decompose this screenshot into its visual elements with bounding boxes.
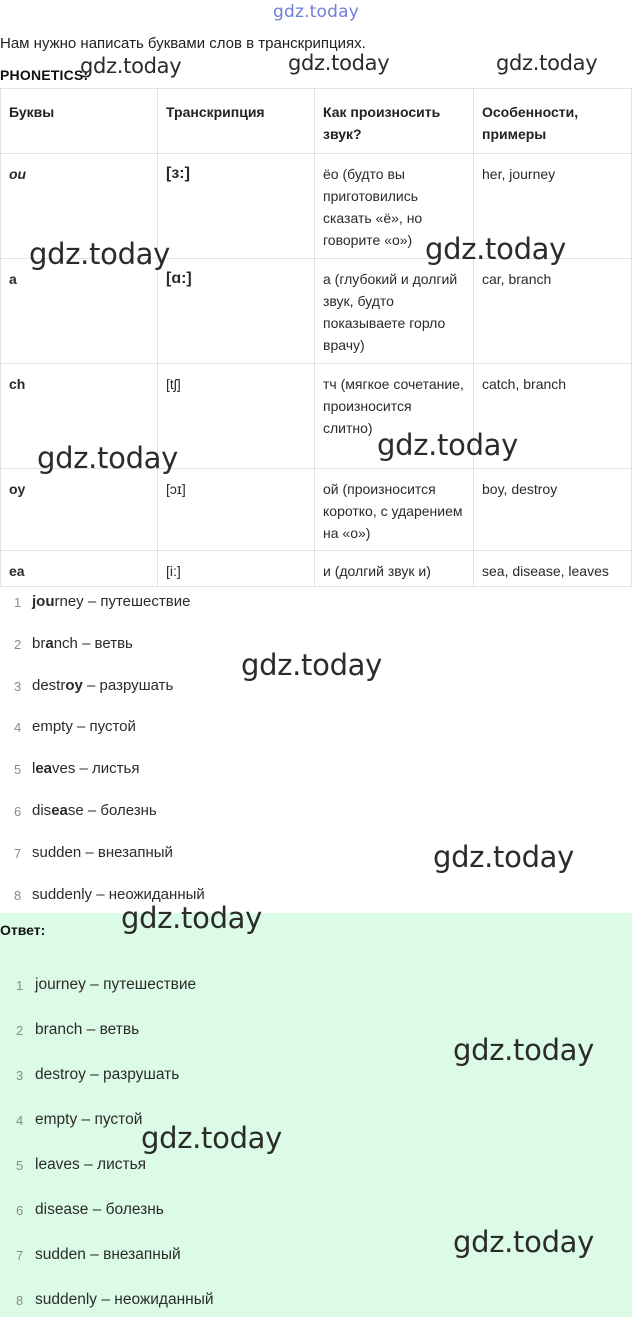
item-text: destroy – разрушать <box>35 1066 180 1083</box>
phonetics-table <box>0 88 632 587</box>
cell-pronunciation: ёо (будто вы приготовились сказать «ё», но говорите «о») <box>315 154 474 259</box>
item-text: branch – ветвь <box>35 1021 140 1038</box>
item-number: 5 <box>14 762 22 778</box>
item-number: 7 <box>16 1248 24 1263</box>
table-row <box>1 551 632 587</box>
cell-pronunciation: а (глубокий и долгий звук, будто показываете горло врачу) <box>315 259 474 364</box>
item-number: 4 <box>16 1113 24 1128</box>
answer-title: Ответ: <box>0 922 46 938</box>
item-number: 5 <box>16 1158 24 1173</box>
cell-letters: ch <box>1 364 158 469</box>
cell-letters: a <box>1 259 158 364</box>
table-header-row <box>1 89 632 154</box>
cell-transcription: [tʃ] <box>158 364 315 469</box>
cell-pronunciation: ой (произносится коротко, с ударением на «о») <box>315 469 474 551</box>
watermark: gdz.today <box>496 51 598 75</box>
header-examples: Особенности, примеры <box>474 89 632 154</box>
word-highlight: jou <box>32 593 55 610</box>
word-part: sudden – внезапный <box>32 843 173 861</box>
list-item <box>0 1201 632 1246</box>
list-item <box>0 1021 632 1066</box>
table-row <box>1 154 632 259</box>
cell-pronunciation: и (долгий звук и) <box>315 551 474 587</box>
cell-examples: catch, branch <box>474 364 632 469</box>
table-row <box>1 364 632 469</box>
watermark: gdz.today <box>37 441 179 475</box>
item-number: 2 <box>14 636 22 652</box>
cell-letters: ea <box>1 551 158 587</box>
item-number: 3 <box>16 1068 24 1083</box>
item-number: 3 <box>14 678 22 694</box>
list-item <box>0 677 632 719</box>
list-item <box>0 844 632 886</box>
table-row <box>1 259 632 364</box>
item-text: sudden – внезапный <box>35 1246 181 1263</box>
answer-list <box>0 976 632 1317</box>
cell-transcription: [i:] <box>158 551 315 587</box>
word-highlight: ea <box>51 801 68 819</box>
word-list <box>0 593 632 927</box>
list-item <box>0 760 632 802</box>
item-number: 1 <box>16 978 24 993</box>
intro-text: Нам нужно написать буквами слов в транскрипциях. <box>0 35 366 52</box>
word-rest: rney – путешествие <box>54 593 191 610</box>
header-transcription: Транскрипция <box>158 89 315 154</box>
watermark: gdz.today <box>121 901 263 935</box>
cell-transcription: [ɔɪ] <box>158 469 315 551</box>
cell-letters: ou <box>1 154 158 259</box>
cell-transcription: [ɜ:] <box>158 154 315 259</box>
table-row <box>1 469 632 551</box>
cell-transcription: [ɑ:] <box>158 259 315 364</box>
word-rest: nch – ветвь <box>53 634 133 652</box>
word-part: suddenly – неожиданный <box>32 885 205 903</box>
item-number: 6 <box>14 803 22 819</box>
list-item <box>0 802 632 844</box>
item-number: 8 <box>16 1293 24 1308</box>
list-item <box>0 718 632 760</box>
watermark: gdz.today <box>425 232 567 266</box>
list-item <box>0 635 632 677</box>
phonetics-heading: PHONETICS: <box>0 67 89 83</box>
word-part: br <box>32 634 46 652</box>
item-number: 8 <box>14 887 22 903</box>
cell-examples: boy, destroy <box>474 469 632 551</box>
word-part: empty – пустой <box>32 718 136 736</box>
item-text: journey – путешествие <box>35 976 197 993</box>
list-item <box>0 1156 632 1201</box>
cell-examples: car, branch <box>474 259 632 364</box>
watermark: gdz.today <box>453 1033 595 1067</box>
site-logo[interactable]: gdz.today <box>272 2 360 22</box>
watermark: gdz.today <box>80 54 182 78</box>
watermark: gdz.today <box>29 237 171 271</box>
word-rest: ves – листья <box>52 760 140 778</box>
list-item <box>0 1246 632 1291</box>
watermark: gdz.today <box>288 51 390 75</box>
word-rest: se – болезнь <box>67 801 157 819</box>
header-letters: Буквы <box>1 89 158 154</box>
list-item <box>0 1066 632 1111</box>
list-item <box>0 593 632 635</box>
word-part: l <box>32 760 36 778</box>
word-highlight: ea <box>35 760 53 778</box>
word-highlight: oy <box>65 676 83 694</box>
watermark: gdz.today <box>453 1225 595 1259</box>
item-number: 1 <box>14 595 22 610</box>
item-number: 7 <box>14 845 22 861</box>
answer-block <box>0 913 632 1317</box>
header-pronunciation: Как произносить звук? <box>315 89 474 154</box>
item-text: suddenly – неожиданный <box>35 1291 214 1308</box>
item-number: 4 <box>14 720 22 736</box>
watermark: gdz.today <box>377 428 519 462</box>
word-part: destr <box>32 676 66 694</box>
watermark: gdz.today <box>433 840 575 874</box>
list-item <box>0 1291 632 1317</box>
watermark: gdz.today <box>241 648 383 682</box>
cell-examples: sea, disease, leaves <box>474 551 632 587</box>
item-number: 2 <box>16 1023 24 1038</box>
cell-pronunciation: тч (мягкое сочетание, произносится слитно) <box>315 364 474 469</box>
item-text: leaves – листья <box>35 1156 147 1173</box>
list-item <box>0 976 632 1021</box>
watermark: gdz.today <box>141 1121 283 1155</box>
cell-letters: oy <box>1 469 158 551</box>
word-part: dis <box>32 801 52 819</box>
item-text: empty – пустой <box>35 1111 143 1128</box>
cell-examples: her, journey <box>474 154 632 259</box>
item-number: 6 <box>16 1203 24 1218</box>
word-rest: – разрушать <box>82 676 174 694</box>
list-item <box>0 1111 632 1156</box>
word-highlight: a <box>45 634 54 652</box>
item-text: disease – болезнь <box>35 1201 164 1218</box>
